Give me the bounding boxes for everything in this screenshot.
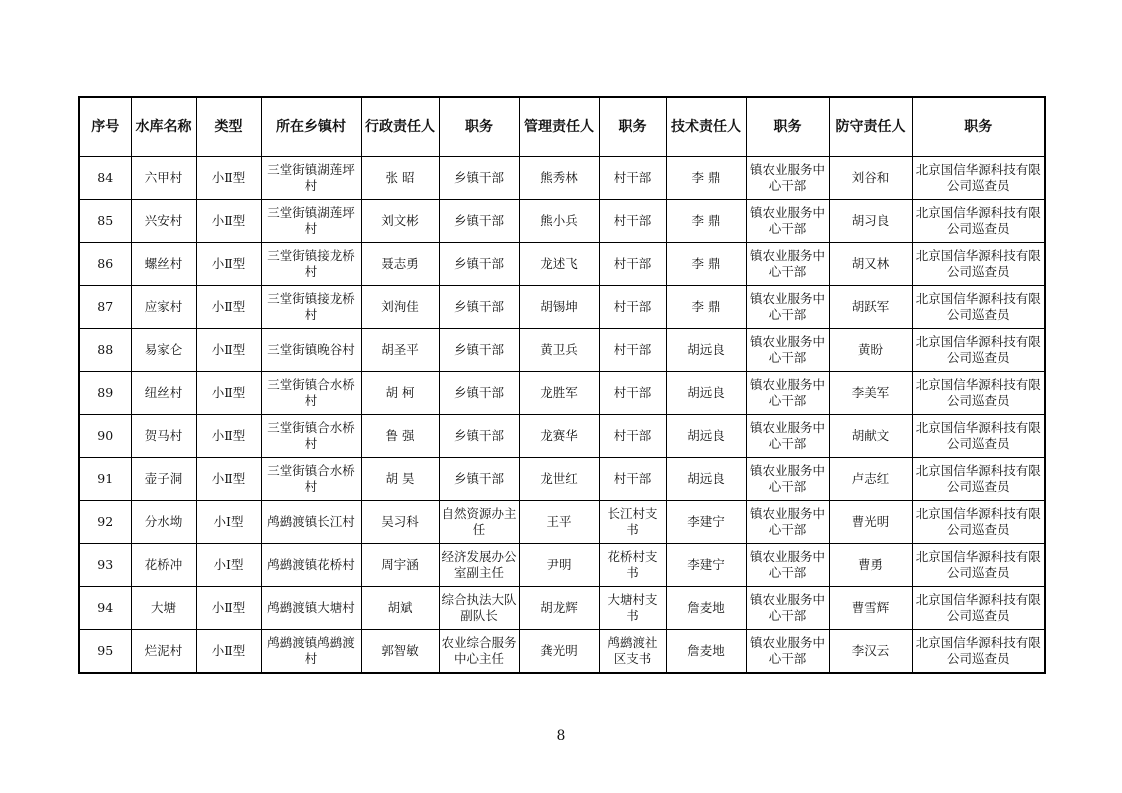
cell-admin-title: 乡镇干部 bbox=[439, 200, 519, 243]
cell-admin-title: 乡镇干部 bbox=[439, 286, 519, 329]
cell-index: 92 bbox=[79, 501, 131, 544]
cell-admin-person: 郭智敏 bbox=[361, 630, 439, 674]
table-row bbox=[79, 329, 1045, 372]
cell-defense-title: 北京国信华源科技有限公司巡查员 bbox=[912, 157, 1045, 200]
cell-tech-title: 镇农业服务中心干部 bbox=[746, 501, 829, 544]
cell-type: 小Ⅱ型 bbox=[196, 630, 261, 674]
cell-reservoir-name: 六甲村 bbox=[131, 157, 196, 200]
cell-defense-title: 北京国信华源科技有限公司巡查员 bbox=[912, 501, 1045, 544]
cell-type: 小Ⅱ型 bbox=[196, 243, 261, 286]
cell-index: 84 bbox=[79, 157, 131, 200]
cell-manager-title: 村干部 bbox=[599, 286, 666, 329]
cell-tech-person: 李 鼎 bbox=[666, 157, 746, 200]
cell-reservoir-name: 大塘 bbox=[131, 587, 196, 630]
cell-tech-title: 镇农业服务中心干部 bbox=[746, 372, 829, 415]
cell-admin-title: 乡镇干部 bbox=[439, 458, 519, 501]
cell-manager-title: 长江村支书 bbox=[599, 501, 666, 544]
cell-index: 91 bbox=[79, 458, 131, 501]
cell-defense-title: 北京国信华源科技有限公司巡查员 bbox=[912, 243, 1045, 286]
cell-tech-person: 詹麦地 bbox=[666, 587, 746, 630]
cell-index: 93 bbox=[79, 544, 131, 587]
cell-reservoir-name: 分水坳 bbox=[131, 501, 196, 544]
cell-tech-person: 李 鼎 bbox=[666, 286, 746, 329]
cell-type: 小Ⅱ型 bbox=[196, 372, 261, 415]
cell-defense-person: 曹雪辉 bbox=[829, 587, 912, 630]
cell-type: 小Ⅱ型 bbox=[196, 415, 261, 458]
cell-manager-person: 龙述飞 bbox=[519, 243, 599, 286]
cell-tech-person: 胡远良 bbox=[666, 372, 746, 415]
cell-defense-title: 北京国信华源科技有限公司巡查员 bbox=[912, 329, 1045, 372]
cell-manager-title: 鸬鹚渡社区支书 bbox=[599, 630, 666, 674]
cell-location: 三堂街镇湖莲坪村 bbox=[261, 157, 361, 200]
cell-index: 86 bbox=[79, 243, 131, 286]
cell-manager-title: 花桥村支书 bbox=[599, 544, 666, 587]
cell-admin-title: 乡镇干部 bbox=[439, 243, 519, 286]
header-reservoir-name: 水库名称 bbox=[131, 97, 196, 157]
cell-location: 三堂街镇接龙桥村 bbox=[261, 286, 361, 329]
cell-index: 88 bbox=[79, 329, 131, 372]
cell-admin-person: 胡 昊 bbox=[361, 458, 439, 501]
cell-tech-person: 李建宁 bbox=[666, 544, 746, 587]
cell-tech-person: 胡远良 bbox=[666, 415, 746, 458]
cell-manager-person: 熊秀林 bbox=[519, 157, 599, 200]
cell-location: 鸬鹚渡镇大塘村 bbox=[261, 587, 361, 630]
table-row bbox=[79, 587, 1045, 630]
table-body bbox=[79, 157, 1045, 674]
cell-manager-person: 熊小兵 bbox=[519, 200, 599, 243]
cell-tech-title: 镇农业服务中心干部 bbox=[746, 458, 829, 501]
cell-defense-title: 北京国信华源科技有限公司巡查员 bbox=[912, 286, 1045, 329]
cell-index: 95 bbox=[79, 630, 131, 674]
cell-type: 小Ⅱ型 bbox=[196, 157, 261, 200]
cell-reservoir-name: 应家村 bbox=[131, 286, 196, 329]
cell-defense-person: 李美军 bbox=[829, 372, 912, 415]
cell-tech-title: 镇农业服务中心干部 bbox=[746, 243, 829, 286]
cell-location: 三堂街镇合水桥村 bbox=[261, 372, 361, 415]
header-location: 所在乡镇村 bbox=[261, 97, 361, 157]
table-row bbox=[79, 157, 1045, 200]
cell-manager-person: 龙世红 bbox=[519, 458, 599, 501]
cell-admin-person: 胡圣平 bbox=[361, 329, 439, 372]
table-row bbox=[79, 243, 1045, 286]
header-admin-title: 职务 bbox=[439, 97, 519, 157]
cell-defense-person: 李汉云 bbox=[829, 630, 912, 674]
cell-admin-title: 农业综合服务中心主任 bbox=[439, 630, 519, 674]
cell-reservoir-name: 花桥冲 bbox=[131, 544, 196, 587]
cell-index: 87 bbox=[79, 286, 131, 329]
cell-location: 三堂街镇晚谷村 bbox=[261, 329, 361, 372]
cell-manager-title: 村干部 bbox=[599, 458, 666, 501]
table-row bbox=[79, 200, 1045, 243]
cell-admin-person: 胡 柯 bbox=[361, 372, 439, 415]
cell-defense-person: 刘谷和 bbox=[829, 157, 912, 200]
cell-location: 鸬鹚渡镇花桥村 bbox=[261, 544, 361, 587]
cell-location: 三堂街镇湖莲坪村 bbox=[261, 200, 361, 243]
cell-reservoir-name: 纽丝村 bbox=[131, 372, 196, 415]
cell-reservoir-name: 贺马村 bbox=[131, 415, 196, 458]
cell-manager-person: 黄卫兵 bbox=[519, 329, 599, 372]
cell-location: 鸬鹚渡镇鸬鹚渡村 bbox=[261, 630, 361, 674]
reservoir-responsibility-table bbox=[78, 96, 1046, 674]
cell-admin-title: 乡镇干部 bbox=[439, 415, 519, 458]
cell-location: 三堂街镇接龙桥村 bbox=[261, 243, 361, 286]
cell-defense-title: 北京国信华源科技有限公司巡查员 bbox=[912, 415, 1045, 458]
cell-admin-title: 经济发展办公室副主任 bbox=[439, 544, 519, 587]
cell-manager-person: 王平 bbox=[519, 501, 599, 544]
cell-manager-person: 尹明 bbox=[519, 544, 599, 587]
cell-defense-person: 胡跃军 bbox=[829, 286, 912, 329]
cell-manager-person: 胡龙辉 bbox=[519, 587, 599, 630]
cell-type: 小Ⅱ型 bbox=[196, 458, 261, 501]
cell-tech-title: 镇农业服务中心干部 bbox=[746, 415, 829, 458]
cell-manager-person: 龙赛华 bbox=[519, 415, 599, 458]
cell-admin-title: 综合执法大队副队长 bbox=[439, 587, 519, 630]
cell-admin-person: 张 昭 bbox=[361, 157, 439, 200]
cell-defense-person: 曹勇 bbox=[829, 544, 912, 587]
table-row bbox=[79, 372, 1045, 415]
cell-manager-title: 村干部 bbox=[599, 200, 666, 243]
cell-type: 小Ⅱ型 bbox=[196, 200, 261, 243]
cell-defense-title: 北京国信华源科技有限公司巡查员 bbox=[912, 630, 1045, 674]
header-type: 类型 bbox=[196, 97, 261, 157]
cell-admin-title: 乡镇干部 bbox=[439, 157, 519, 200]
cell-tech-person: 李建宁 bbox=[666, 501, 746, 544]
cell-manager-title: 村干部 bbox=[599, 157, 666, 200]
cell-admin-person: 聂志勇 bbox=[361, 243, 439, 286]
cell-manager-person: 龚光明 bbox=[519, 630, 599, 674]
cell-reservoir-name: 螺丝村 bbox=[131, 243, 196, 286]
cell-admin-person: 刘洵佳 bbox=[361, 286, 439, 329]
cell-defense-title: 北京国信华源科技有限公司巡查员 bbox=[912, 200, 1045, 243]
cell-manager-person: 胡锡坤 bbox=[519, 286, 599, 329]
cell-tech-person: 胡远良 bbox=[666, 458, 746, 501]
cell-tech-person: 詹麦地 bbox=[666, 630, 746, 674]
cell-index: 94 bbox=[79, 587, 131, 630]
cell-manager-title: 村干部 bbox=[599, 243, 666, 286]
cell-tech-title: 镇农业服务中心干部 bbox=[746, 286, 829, 329]
cell-defense-title: 北京国信华源科技有限公司巡查员 bbox=[912, 458, 1045, 501]
table-row bbox=[79, 458, 1045, 501]
cell-defense-title: 北京国信华源科技有限公司巡查员 bbox=[912, 372, 1045, 415]
header-tech-title: 职务 bbox=[746, 97, 829, 157]
cell-reservoir-name: 烂泥村 bbox=[131, 630, 196, 674]
page-number: 8 bbox=[556, 728, 566, 744]
cell-admin-title: 乡镇干部 bbox=[439, 372, 519, 415]
cell-reservoir-name: 壶子洞 bbox=[131, 458, 196, 501]
cell-location: 三堂街镇合水桥村 bbox=[261, 415, 361, 458]
cell-defense-title: 北京国信华源科技有限公司巡查员 bbox=[912, 544, 1045, 587]
header-tech-person: 技术责任人 bbox=[666, 97, 746, 157]
header-defense-title: 职务 bbox=[912, 97, 1045, 157]
cell-defense-person: 胡献文 bbox=[829, 415, 912, 458]
cell-tech-title: 镇农业服务中心干部 bbox=[746, 157, 829, 200]
table-row bbox=[79, 501, 1045, 544]
cell-defense-title: 北京国信华源科技有限公司巡查员 bbox=[912, 587, 1045, 630]
cell-defense-person: 曹光明 bbox=[829, 501, 912, 544]
cell-defense-person: 黄盼 bbox=[829, 329, 912, 372]
header-manager-title: 职务 bbox=[599, 97, 666, 157]
cell-manager-person: 龙胜军 bbox=[519, 372, 599, 415]
cell-type: 小Ⅰ型 bbox=[196, 544, 261, 587]
cell-tech-title: 镇农业服务中心干部 bbox=[746, 200, 829, 243]
cell-admin-person: 周宇涵 bbox=[361, 544, 439, 587]
cell-admin-person: 吴习科 bbox=[361, 501, 439, 544]
cell-tech-title: 镇农业服务中心干部 bbox=[746, 329, 829, 372]
cell-manager-title: 村干部 bbox=[599, 372, 666, 415]
cell-defense-person: 胡习良 bbox=[829, 200, 912, 243]
cell-index: 85 bbox=[79, 200, 131, 243]
cell-manager-title: 村干部 bbox=[599, 415, 666, 458]
table-row bbox=[79, 630, 1045, 674]
cell-manager-title: 大塘村支书 bbox=[599, 587, 666, 630]
cell-admin-person: 胡斌 bbox=[361, 587, 439, 630]
table-row bbox=[79, 286, 1045, 329]
cell-admin-person: 鲁 强 bbox=[361, 415, 439, 458]
header-manager-person: 管理责任人 bbox=[519, 97, 599, 157]
cell-type: 小Ⅰ型 bbox=[196, 501, 261, 544]
cell-reservoir-name: 兴安村 bbox=[131, 200, 196, 243]
header-index: 序号 bbox=[79, 97, 131, 157]
table-header bbox=[79, 97, 1045, 157]
cell-location: 鸬鹚渡镇长江村 bbox=[261, 501, 361, 544]
table-row bbox=[79, 544, 1045, 587]
cell-admin-title: 自然资源办主任 bbox=[439, 501, 519, 544]
header-defense-person: 防守责任人 bbox=[829, 97, 912, 157]
cell-tech-person: 李 鼎 bbox=[666, 243, 746, 286]
cell-tech-person: 胡远良 bbox=[666, 329, 746, 372]
cell-reservoir-name: 易家仑 bbox=[131, 329, 196, 372]
cell-tech-title: 镇农业服务中心干部 bbox=[746, 587, 829, 630]
cell-manager-title: 村干部 bbox=[599, 329, 666, 372]
cell-index: 90 bbox=[79, 415, 131, 458]
cell-admin-person: 刘文彬 bbox=[361, 200, 439, 243]
cell-index: 89 bbox=[79, 372, 131, 415]
cell-admin-title: 乡镇干部 bbox=[439, 329, 519, 372]
cell-type: 小Ⅱ型 bbox=[196, 587, 261, 630]
cell-tech-person: 李 鼎 bbox=[666, 200, 746, 243]
cell-defense-person: 胡又林 bbox=[829, 243, 912, 286]
table-row bbox=[79, 415, 1045, 458]
cell-defense-person: 卢志红 bbox=[829, 458, 912, 501]
header-admin-person: 行政责任人 bbox=[361, 97, 439, 157]
cell-tech-title: 镇农业服务中心干部 bbox=[746, 630, 829, 674]
cell-type: 小Ⅱ型 bbox=[196, 286, 261, 329]
header-row bbox=[79, 97, 1045, 157]
cell-type: 小Ⅱ型 bbox=[196, 329, 261, 372]
cell-location: 三堂街镇合水桥村 bbox=[261, 458, 361, 501]
cell-tech-title: 镇农业服务中心干部 bbox=[746, 544, 829, 587]
